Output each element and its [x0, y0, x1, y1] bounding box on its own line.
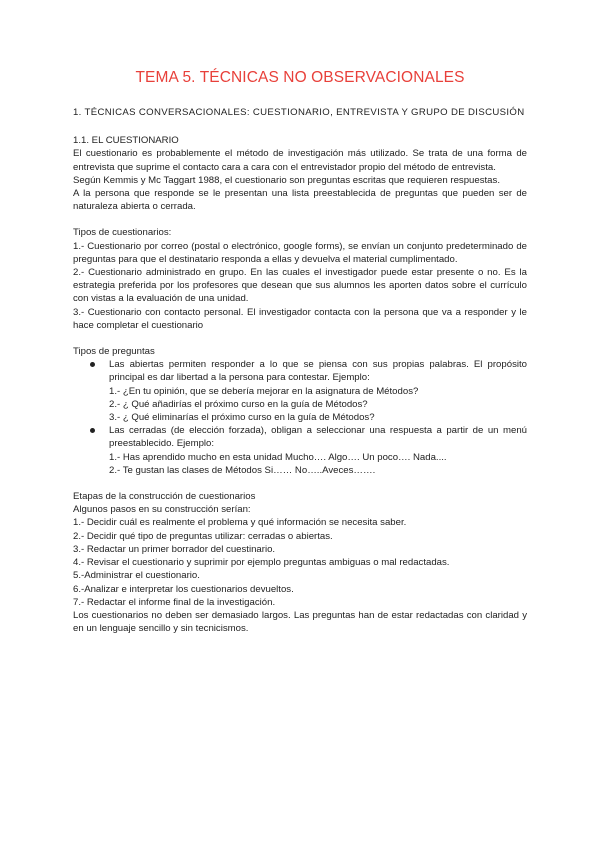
list-item: 1.- Cuestionario por correo (postal o electrónico, google forms), se envían un conjunto predeterminado de preguntas para que el destinatario responda a ellas y devuelva el material cumplimentado.	[73, 240, 527, 265]
etapas-heading: Etapas de la construcción de cuestionarios	[73, 491, 256, 503]
bullet-item-cerradas	[90, 424, 527, 477]
list-item: 1.- Decidir cuál es realmente el problema y qué información se necesita saber.	[73, 517, 407, 529]
example-item: 1.- Has aprendido mucho en esta unidad Mucho…. Algo…. Un poco…. Nada....	[109, 451, 447, 463]
list-item: 7.- Redactar el informe final de la investigación.	[73, 596, 276, 608]
abiertas-examples	[109, 385, 527, 425]
tipos-preguntas-heading: Tipos de preguntas	[73, 346, 155, 358]
cuestionario-paragraph-1: El cuestionario es probablemente el método de investigación más utilizado. Se trata de una forma de entrevista que suprime el contacto cara a cara con el entrevistador propio del método de entrevista.	[73, 148, 527, 173]
etapas-closing: Los cuestionarios no deben ser demasiado largos. Las preguntas han de estar redactadas con claridad y en un lenguaje sencillo y sin tecnicismos.	[73, 609, 527, 635]
list-item: 2.- Decidir qué tipo de preguntas utilizar: cerradas o abiertas.	[73, 530, 333, 542]
bullet-item-abiertas	[90, 358, 527, 424]
tipos-preguntas-list	[73, 358, 527, 477]
list-item: 5.-Administrar el cuestionario.	[73, 570, 200, 582]
example-item: 1.- ¿En tu opinión, que se debería mejorar en la asignatura de Métodos?	[109, 385, 419, 397]
list-item: 3.- Redactar un primer borrador del cuestinario.	[73, 543, 276, 555]
list-item: 3.- Cuestionario con contacto personal. El investigador contacta con la persona que va a responder y le hace completar el cuestionario	[73, 306, 527, 331]
cerradas-text: Las cerradas (de elección forzada), obligan a seleccionar una respuesta a partir de un menú preestablecido. Ejemplo:	[109, 425, 527, 450]
example-item: 2.- ¿ Qué añadirías el próximo curso en la guía de Métodos?	[109, 398, 368, 410]
example-item: 3.- ¿ Qué eliminarías el próximo curso en la guía de Métodos?	[109, 412, 375, 424]
etapas-intro: Algunos pasos en su construcción serían:	[73, 504, 251, 516]
tipos-preguntas-section	[73, 345, 527, 477]
bullet-icon	[90, 428, 95, 433]
list-item: 2.- Cuestionario administrado en grupo. En las cuales el investigador puede estar presente o no. Es la estrategia preferida por los profesores que desean que sus alumnos les aporten datos sobre el currículo con vistas a la evaluación de una unidad.	[73, 267, 527, 305]
cuestionario-paragraph-3: A la persona que responde se le presentan una lista preestablecida de preguntas que pueden ser de naturaleza abierta o cerrada.	[73, 188, 527, 213]
abiertas-text: Las abiertas permiten responder a lo que se piensa con sus propias palabras. El propósito principal es dar libertad a la persona para contestar. Ejemplo:	[109, 359, 527, 384]
page-title: TEMA 5. TÉCNICAS NO OBSERVACIONALES	[135, 69, 465, 86]
cuestionario-section	[73, 134, 527, 213]
example-item: 2.- Te gustan las clases de Métodos Si…… No…..Aveces…….	[109, 464, 376, 476]
cerradas-examples	[109, 451, 527, 477]
list-item: 4.- Revisar el cuestionario y suprimir por ejemplo preguntas ambiguas o mal redactadas.	[73, 557, 450, 569]
cuestionario-heading: 1.1. EL CUESTIONARIO	[73, 135, 179, 147]
tipos-cuestionarios-heading: Tipos de cuestionarios:	[73, 227, 172, 239]
etapas-section	[73, 490, 527, 635]
section-heading: 1. TÉCNICAS CONVERSACIONALES: CUESTIONARIO, ENTREVISTA Y GRUPO DE DISCUSIÓN	[73, 107, 525, 118]
tipos-cuestionarios-section	[73, 226, 527, 332]
bullet-icon	[90, 362, 95, 367]
list-item: 6.-Analizar e interpretar los cuestionarios devueltos.	[73, 583, 294, 595]
cuestionario-paragraph-2: Según Kemmis y Mc Taggart 1988, el cuestionario son preguntas escritas que requieren respuestas.	[73, 174, 500, 186]
